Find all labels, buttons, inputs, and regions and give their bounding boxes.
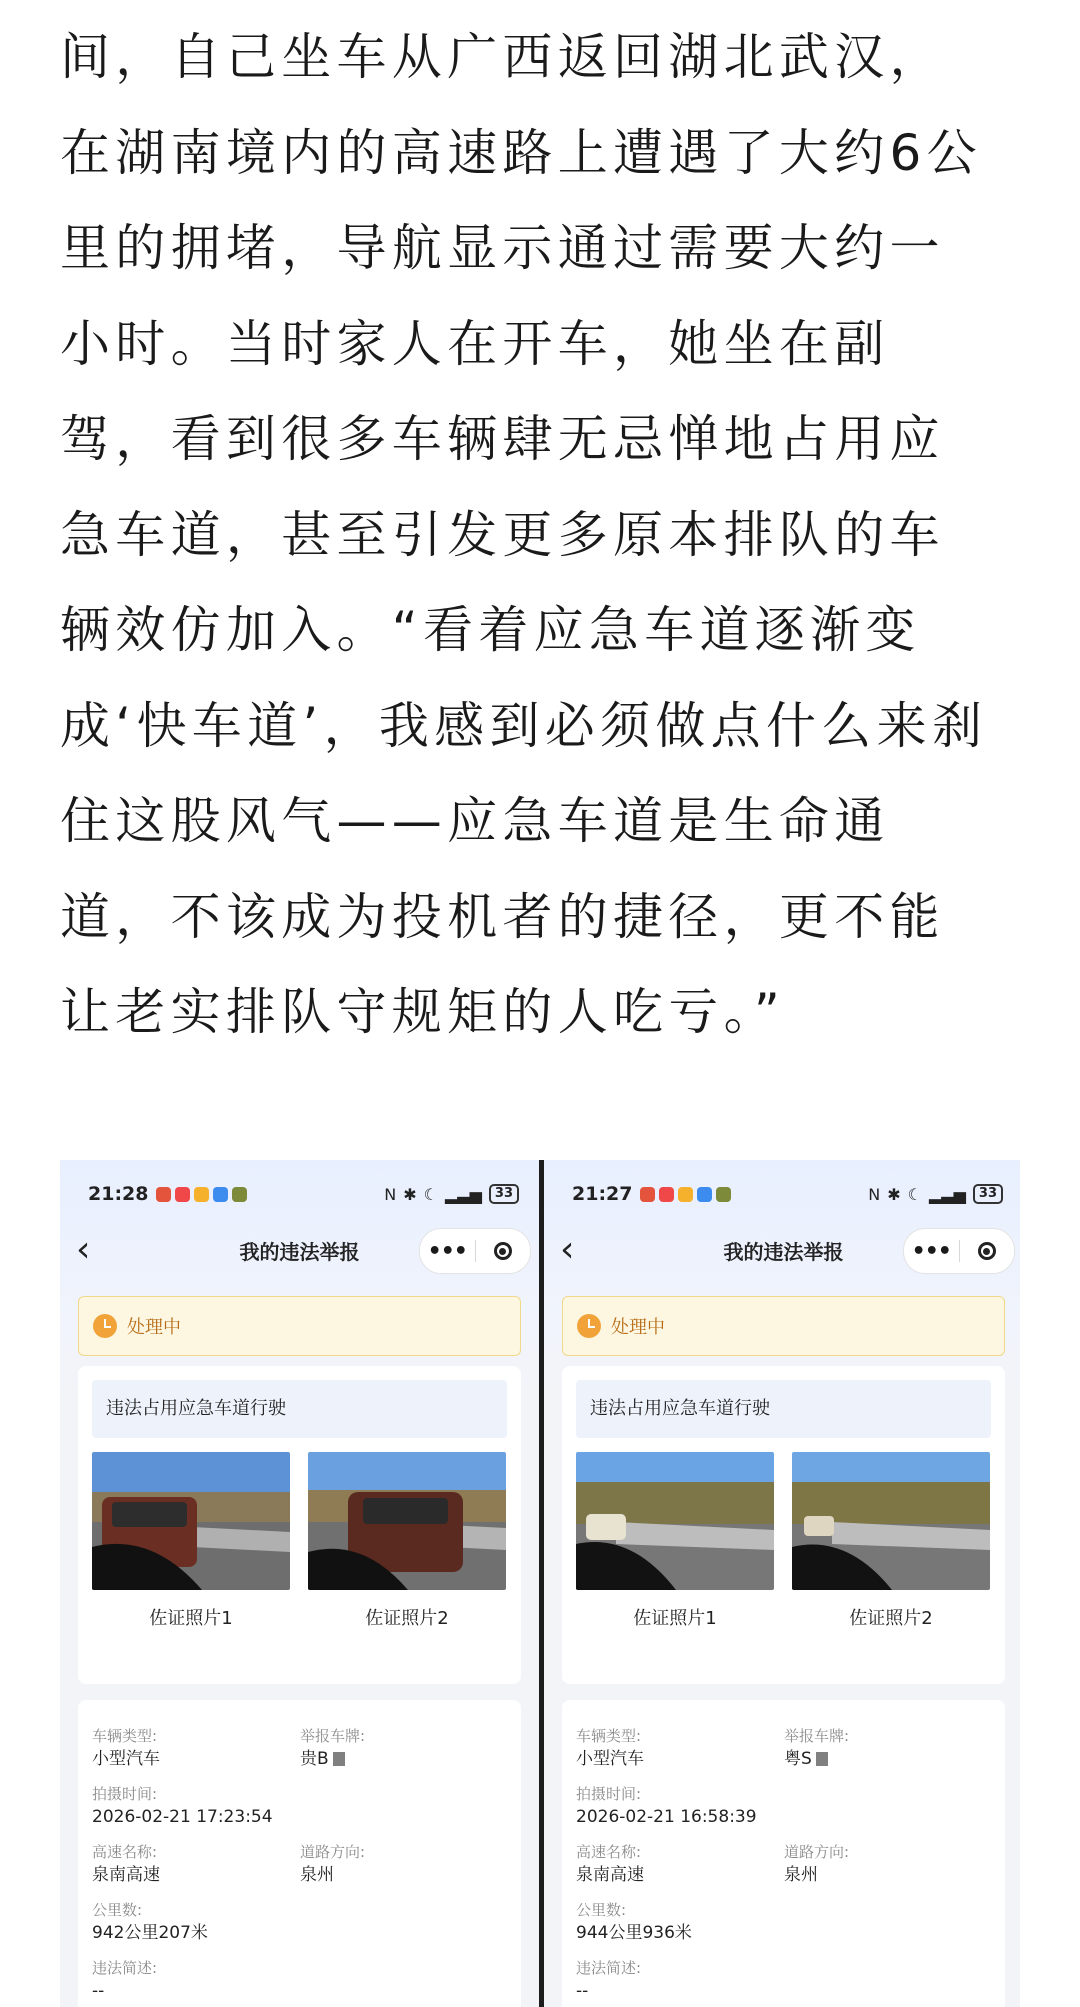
miniprogram-capsule	[903, 1228, 1015, 1274]
evidence-card	[78, 1366, 521, 1684]
clock-icon	[577, 1314, 601, 1338]
status-badge: 处理中	[611, 1317, 665, 1338]
article-line: 道，不该成为投机者的捷径，更不能	[60, 887, 945, 946]
field-value: 944公里936米	[576, 1923, 692, 1943]
field-value: 泉南高速	[576, 1865, 644, 1885]
evidence-photo-1[interactable]	[576, 1452, 774, 1590]
app-icon	[697, 1187, 712, 1202]
photo-caption: 佐证照片1	[633, 1608, 717, 1629]
system-icons	[384, 1184, 519, 1204]
kilometer-field	[92, 1900, 208, 1946]
more-icon[interactable]: •••	[427, 1238, 467, 1264]
article-line: 驾，看到很多车辆肆无忌惮地占用应	[60, 410, 945, 468]
nav-bar	[544, 1224, 1020, 1280]
field-label: 车辆类型:	[92, 1727, 158, 1745]
article-line: 辆效仿加入。“看着应急车道逐渐变	[60, 601, 921, 659]
field-value: 泉州	[784, 1865, 818, 1885]
clock-time: 21:27	[572, 1183, 633, 1205]
nfc-icon: N	[868, 1184, 881, 1204]
field-value: 2026-02-21 17:23:54	[92, 1807, 273, 1827]
plate-value: 贵B	[300, 1749, 329, 1769]
battery-icon: 33	[489, 1184, 519, 1204]
vehicle-type-field	[92, 1726, 160, 1772]
battery-icon: 33	[973, 1184, 1003, 1204]
moon-icon: ☾	[423, 1184, 438, 1204]
field-label: 车辆类型:	[576, 1727, 642, 1745]
evidence-photo-2[interactable]	[792, 1452, 990, 1590]
direction-field	[784, 1842, 849, 1888]
signal-icon: ▂▃▅	[444, 1184, 482, 1204]
status-bar	[88, 1178, 519, 1210]
app-icon	[659, 1187, 674, 1202]
more-icon[interactable]: •••	[911, 1238, 951, 1264]
app-icon	[678, 1187, 693, 1202]
nfc-icon: N	[384, 1184, 397, 1204]
field-value: 小型汽车	[92, 1749, 160, 1769]
field-label: 道路方向:	[300, 1843, 366, 1861]
back-chevron-icon[interactable]: ‹	[76, 1229, 91, 1270]
field-label: 高速名称:	[92, 1843, 158, 1861]
field-label: 举报车牌:	[300, 1727, 366, 1745]
close-target-icon[interactable]	[960, 1242, 1015, 1260]
field-label: 违法简述:	[92, 1959, 158, 1977]
status-banner	[78, 1296, 521, 1356]
field-value: 小型汽车	[576, 1749, 644, 1769]
app-icon	[175, 1187, 190, 1202]
evidence-photo-1[interactable]	[92, 1452, 290, 1590]
violation-type: 违法占用应急车道行驶	[576, 1380, 991, 1438]
report-details-card	[78, 1700, 521, 2007]
close-target-icon[interactable]	[476, 1242, 531, 1260]
field-value	[784, 1746, 849, 1772]
field-value: --	[576, 1981, 589, 2001]
plate-field	[784, 1726, 849, 1772]
highway-field	[92, 1842, 160, 1888]
article-line: 让老实排队守规矩的人吃亏。”	[60, 983, 786, 1041]
redaction-mark	[333, 1752, 345, 1766]
phone-screenshot-1	[60, 1160, 539, 2007]
bluetooth-icon: ✱	[403, 1184, 417, 1204]
field-value: 泉南高速	[92, 1865, 160, 1885]
article-line: 间，自己坐车从广西返回湖北武汉，	[60, 28, 945, 86]
description-field	[576, 1958, 641, 2004]
field-label: 道路方向:	[784, 1843, 850, 1861]
kilometer-field	[576, 1900, 692, 1946]
field-label: 举报车牌:	[784, 1727, 850, 1745]
plate-value: 粤S	[784, 1749, 812, 1769]
bluetooth-icon: ✱	[887, 1184, 901, 1204]
field-value	[300, 1746, 365, 1772]
field-value: 2026-02-21 16:58:39	[576, 1807, 757, 1827]
notification-icons	[640, 1187, 731, 1202]
status-banner	[562, 1296, 1005, 1356]
field-label: 公里数:	[92, 1901, 143, 1919]
plate-field	[300, 1726, 365, 1772]
moon-icon: ☾	[907, 1184, 922, 1204]
redaction-mark	[816, 1752, 828, 1766]
article-line: 成‘快车道’，我感到必须做点什么来刹	[60, 696, 988, 755]
system-icons	[868, 1184, 1003, 1204]
evidence-card	[562, 1366, 1005, 1684]
nav-bar	[60, 1224, 539, 1280]
app-icon	[194, 1187, 209, 1202]
photo-caption: 佐证照片1	[149, 1608, 233, 1629]
article-line: 急车道，甚至引发更多原本排队的车	[60, 505, 945, 564]
field-label: 拍摄时间:	[576, 1785, 642, 1803]
article-line: 在湖南境内的高速路上遭遇了大约6公	[60, 123, 982, 182]
app-icon	[640, 1187, 655, 1202]
page-title: 我的违法举报	[723, 1240, 844, 1264]
violation-type: 违法占用应急车道行驶	[92, 1380, 507, 1438]
clock-icon	[93, 1314, 117, 1338]
article-line: 里的拥堵，导航显示通过需要大约一	[60, 219, 945, 277]
miniprogram-capsule	[419, 1228, 531, 1274]
field-label: 公里数:	[576, 1901, 627, 1919]
description-field	[92, 1958, 157, 2004]
back-chevron-icon[interactable]: ‹	[560, 1229, 575, 1270]
app-icon	[156, 1187, 171, 1202]
direction-field	[300, 1842, 365, 1888]
report-screenshots	[60, 1160, 1020, 2007]
field-label: 高速名称:	[576, 1843, 642, 1861]
report-details-card	[562, 1700, 1005, 2007]
capture-time-field	[576, 1784, 757, 1830]
app-icon	[213, 1187, 228, 1202]
field-label: 拍摄时间:	[92, 1785, 158, 1803]
signal-icon: ▂▃▅	[928, 1184, 966, 1204]
evidence-photo-2[interactable]	[308, 1452, 506, 1590]
status-badge: 处理中	[127, 1317, 181, 1338]
page-title: 我的违法举报	[239, 1240, 360, 1264]
field-value: --	[92, 1981, 105, 2001]
photo-caption: 佐证照片2	[365, 1608, 449, 1629]
article-line: 住这股风气——应急车道是生命通	[60, 792, 890, 850]
photo-caption: 佐证照片2	[849, 1608, 933, 1629]
highway-field	[576, 1842, 644, 1888]
phone-screenshot-2	[544, 1160, 1020, 2007]
field-value: 942公里207米	[92, 1923, 208, 1943]
status-bar	[572, 1178, 1003, 1210]
article-line: 小时。当时家人在开车，她坐在副	[60, 314, 890, 373]
capture-time-field	[92, 1784, 273, 1830]
clock-time: 21:28	[88, 1183, 149, 1205]
article-text	[60, 0, 1020, 1061]
field-value: 泉州	[300, 1865, 334, 1885]
vehicle-type-field	[576, 1726, 644, 1772]
app-icon	[716, 1187, 731, 1202]
notification-icons	[156, 1187, 247, 1202]
app-icon	[232, 1187, 247, 1202]
field-label: 违法简述:	[576, 1959, 642, 1977]
